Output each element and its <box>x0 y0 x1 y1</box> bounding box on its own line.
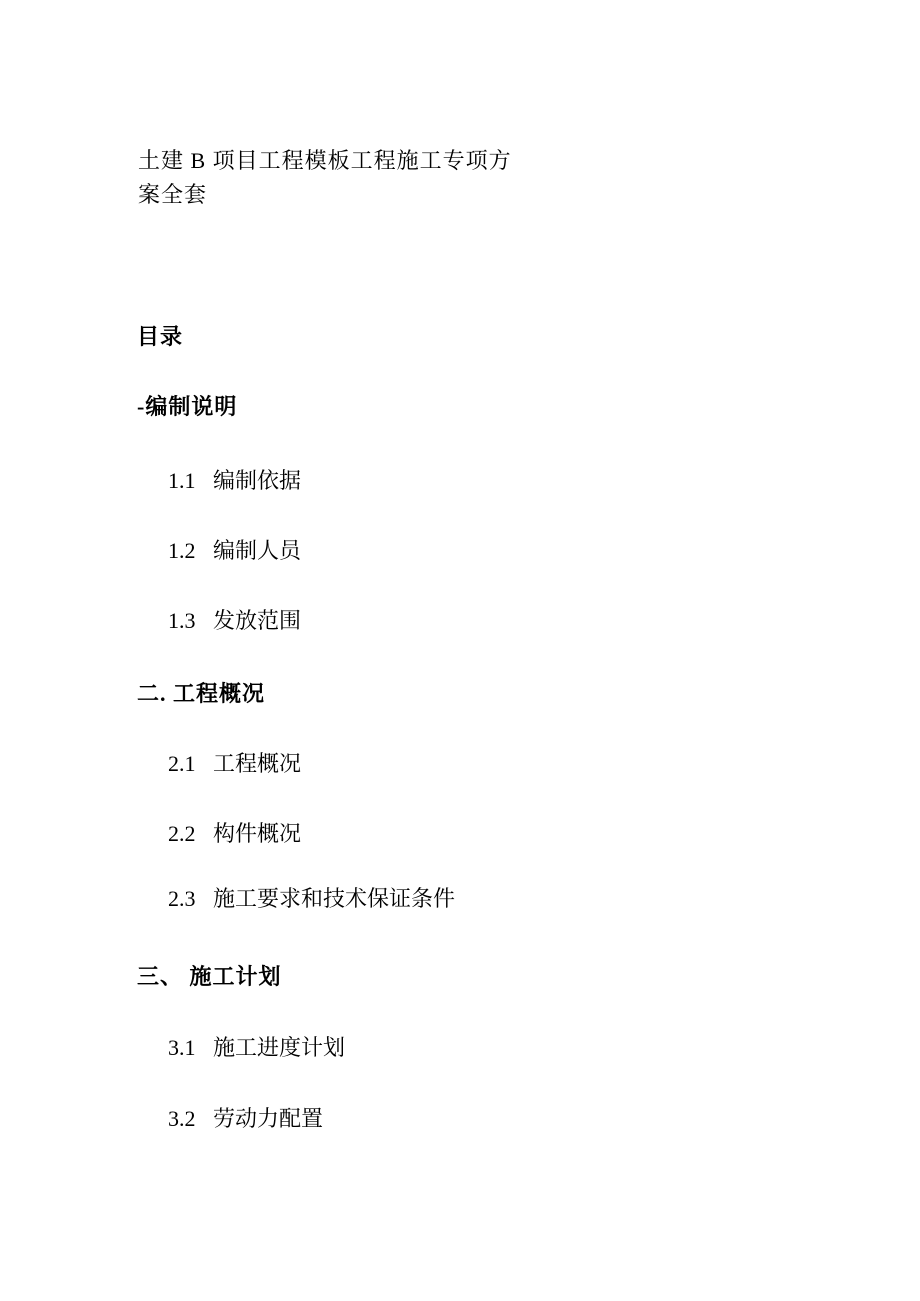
document-title-line2: 案全套 <box>138 182 208 207</box>
toc-item-label: 编制人员 <box>213 538 302 563</box>
toc-item-label: 施工要求和技术保证条件 <box>213 886 456 911</box>
toc-item-2-1 <box>168 751 301 777</box>
toc-item-number: 2.2 <box>168 821 196 846</box>
toc-item-2-3 <box>168 886 455 912</box>
toc-item-number: 2.1 <box>168 751 196 776</box>
toc-item-number: 3.1 <box>168 1035 196 1060</box>
toc-item-number: 3.2 <box>168 1106 196 1131</box>
toc-heading: 目录 <box>137 324 184 349</box>
toc-item-3-1 <box>168 1035 345 1061</box>
toc-section-heading-1: -编制说明 <box>137 394 238 419</box>
document-title-line1: 土建 B 项目工程模板工程施工专项方 <box>138 148 512 173</box>
toc-section-heading-3: 三、 施工计划 <box>137 964 282 989</box>
toc-item-number: 1.1 <box>168 468 196 493</box>
toc-item-label: 构件概况 <box>213 821 302 846</box>
toc-item-1-2 <box>168 538 301 564</box>
toc-item-label: 工程概况 <box>213 751 302 776</box>
toc-item-label: 施工进度计划 <box>213 1035 346 1060</box>
toc-item-1-1 <box>168 468 301 494</box>
document-title <box>138 144 558 212</box>
toc-item-label: 编制依据 <box>213 468 302 493</box>
toc-section-heading-2: 二. 工程概况 <box>137 681 266 706</box>
toc-item-2-2 <box>168 821 301 847</box>
toc-item-label: 劳动力配置 <box>213 1106 324 1131</box>
toc-item-3-2 <box>168 1106 323 1132</box>
toc-item-number: 2.3 <box>168 886 196 911</box>
toc-item-number: 1.2 <box>168 538 196 563</box>
toc-item-number: 1.3 <box>168 608 196 633</box>
toc-item-1-3 <box>168 608 301 634</box>
toc-item-label: 发放范围 <box>213 608 302 633</box>
